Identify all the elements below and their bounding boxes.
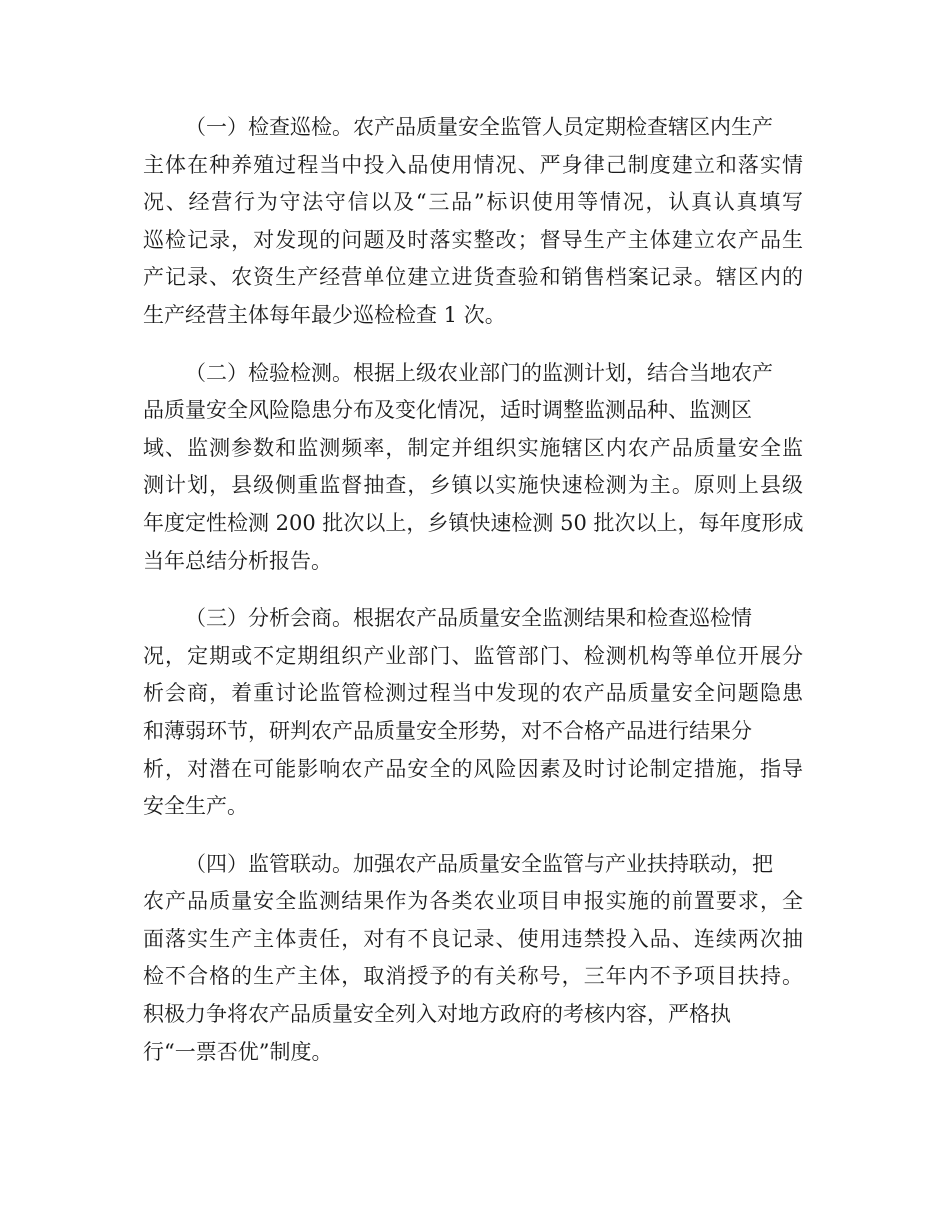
paragraph-line: 安全生产。	[143, 794, 248, 819]
paragraph-line: 产记录、农资生产经营单位建立进货查验和销售档案记录。辖区内的	[143, 265, 803, 290]
paragraph-line: 和薄弱环节，研判农产品质量安全形势，对不合格产品进行结果分	[143, 718, 752, 743]
paragraph-line: 检不合格的生产主体，取消授予的有关称号，三年内不予项目扶持。	[143, 964, 803, 989]
paragraph-line: （一）检查巡检。农产品质量安全监管人员定期检查辖区内生产	[185, 115, 773, 139]
paragraph-line: （二）检验检测。根据上级农业部门的监测计划，结合当地农产	[185, 360, 773, 385]
paragraph-line: 析，对潜在可能影响农产品安全的风险因素及时讨论制定措施，指导	[143, 756, 803, 781]
paragraph-line: 主体在种养殖过程当中投入品使用情况、严身律己制度建立和落实情	[143, 152, 803, 177]
paragraph-line: 行“一票否优”制度。	[143, 1039, 333, 1064]
paragraph-line: 当年总结分析报告。	[143, 548, 332, 573]
paragraph-line: 农产品质量安全监测结果作为各类农业项目申报实施的前置要求，全	[143, 889, 803, 914]
paragraph-line: 测计划，县级侧重监督抽查，乡镇以实施快速检测为主。原则上县级	[143, 473, 803, 498]
paragraph-line: 积极力争将农产品质量安全列入对地方政府的考核内容，严格执	[143, 1002, 731, 1027]
paragraph-linkage	[143, 846, 803, 1072]
paragraph-line: 年度定性检测 200 批次以上，乡镇快速检测 50 批次以上，每年度形成	[143, 510, 804, 535]
paragraph-line: 况、经营行为守法守信以及“三品”标识使用等情况，认真认真填写	[143, 190, 803, 215]
document-body	[143, 109, 803, 1091]
paragraph-line: 域、监测参数和监测频率，制定并组织实施辖区内农产品质量安全监	[143, 435, 803, 460]
paragraph-testing	[143, 355, 803, 581]
paragraph-consultation	[143, 600, 803, 826]
paragraph-line: 析会商，着重讨论监管检测过程当中发现的农产品质量安全问题隐患	[143, 681, 803, 706]
paragraph-line: 面落实生产主体责任，对有不良记录、使用违禁投入品、连续两次抽	[143, 926, 803, 951]
paragraph-line: （四）监管联动。加强农产品质量安全监管与产业扶持联动，把	[185, 851, 773, 876]
paragraph-line: 况，定期或不定期组织产业部门、监管部门、检测机构等单位开展分	[143, 643, 803, 668]
paragraph-line: （三）分析会商。根据农产品质量安全监测结果和检查巡检情	[185, 606, 752, 631]
paragraph-inspection	[143, 109, 803, 335]
paragraph-line: 生产经营主体每年最少巡检检查 1 次。	[143, 302, 506, 327]
paragraph-line: 巡检记录，对发现的问题及时落实整改；督导生产主体建立农产品生	[143, 227, 803, 252]
paragraph-line: 品质量安全风险隐患分布及变化情况，适时调整监测品种、监测区	[143, 398, 752, 423]
